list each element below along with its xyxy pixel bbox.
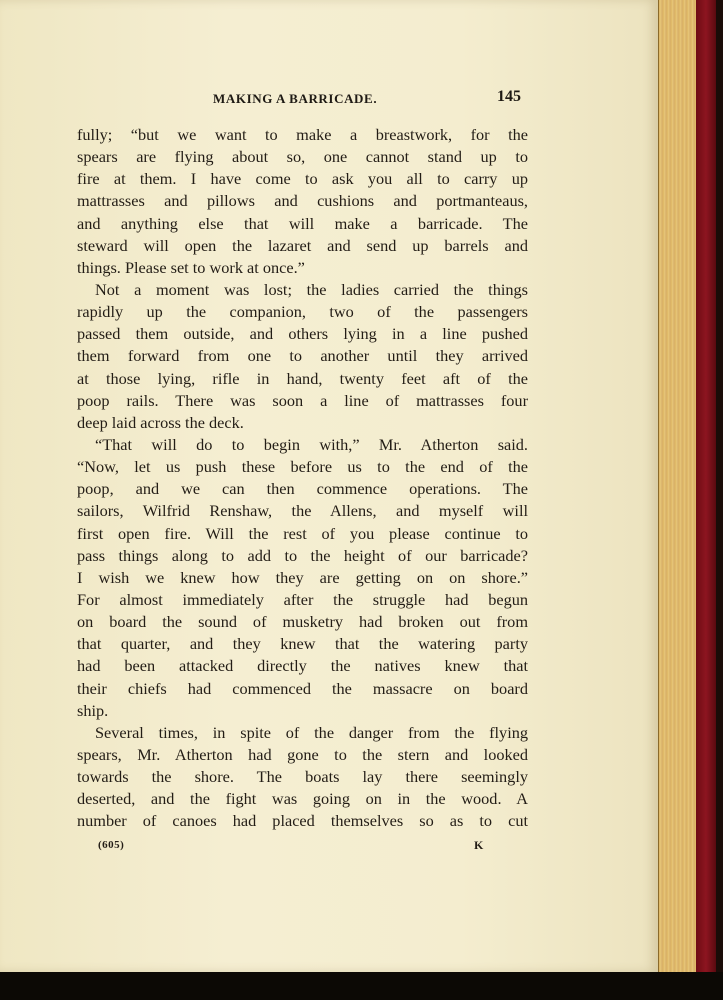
- text-line: had been attacked directly the natives knew that: [77, 656, 528, 676]
- text-line: at those lying, rifle in hand, twenty feet aft of the: [77, 368, 528, 388]
- text-line: For almost immediately after the struggle had begun: [77, 589, 528, 609]
- text-line: deserted, and the fight was going on in the wood. A: [77, 789, 528, 809]
- book-cover: [696, 0, 716, 972]
- text-line: things. Please set to work at once.”: [77, 257, 305, 277]
- text-line: spears, Mr. Atherton had gone to the stern and looked: [77, 744, 528, 764]
- text-line: ship.: [77, 700, 109, 720]
- text-line: fully; “but we want to make a breastwork, for the: [77, 125, 528, 144]
- text-line: poop rails. There was soon a line of mattrasses four: [77, 390, 528, 410]
- text-line: their chiefs had commenced the massacre on board: [77, 678, 528, 698]
- text-line: number of canoes had placed themselves so as to cut: [77, 811, 528, 831]
- text-line: steward will open the lazaret and send up barrels and: [77, 235, 528, 255]
- text-line: passed them outside, and others lying in a line pushed: [77, 324, 528, 344]
- page-edges: [658, 0, 697, 972]
- text-line: I wish we knew how they are getting on on shore.”: [77, 567, 528, 587]
- text-line: sailors, Wilfrid Renshaw, the Allens, and myself will: [77, 501, 528, 521]
- text-line: spears are flying about so, one cannot stand up to: [77, 147, 528, 167]
- running-head: MAKING A BARRICADE.: [213, 91, 378, 106]
- text-line: “That will do to begin with,” Mr. Atherton said.: [95, 434, 528, 454]
- text-line: fire at them. I have come to ask you all to carry up: [77, 169, 528, 189]
- signature-letter: K: [474, 838, 484, 852]
- page-number: 145: [497, 88, 521, 105]
- text-line: “Now, let us push these before us to the end of the: [77, 457, 528, 477]
- scan-border-bottom: [0, 972, 723, 1000]
- text-line: deep laid across the deck.: [77, 412, 244, 432]
- text-line: Several times, in spite of the danger from the flying: [95, 722, 528, 742]
- text-line: rapidly up the companion, two of the passengers: [77, 302, 528, 322]
- text-line: mattrasses and pillows and cushions and portmanteaus,: [77, 191, 528, 211]
- text-line: poop, and we can then commence operations. The: [77, 479, 528, 499]
- signature-number: (605): [98, 839, 125, 851]
- text-line: them forward from one to another until they arrived: [77, 346, 528, 366]
- text-line: that quarter, and they knew that the watering party: [77, 634, 528, 654]
- scan-border-right: [716, 0, 723, 1000]
- text-line: Not a moment was lost; the ladies carried the things: [95, 279, 528, 299]
- text-line: towards the shore. The boats lay there seemingly: [77, 767, 528, 787]
- text-line: first open fire. Will the rest of you please continue to: [77, 523, 528, 543]
- body-text: [77, 124, 528, 833]
- text-line: pass things along to add to the height of our barricade?: [77, 545, 528, 565]
- text-line: and anything else that will make a barricade. The: [77, 213, 528, 233]
- text-line: on board the sound of musketry had broken out from: [77, 612, 528, 632]
